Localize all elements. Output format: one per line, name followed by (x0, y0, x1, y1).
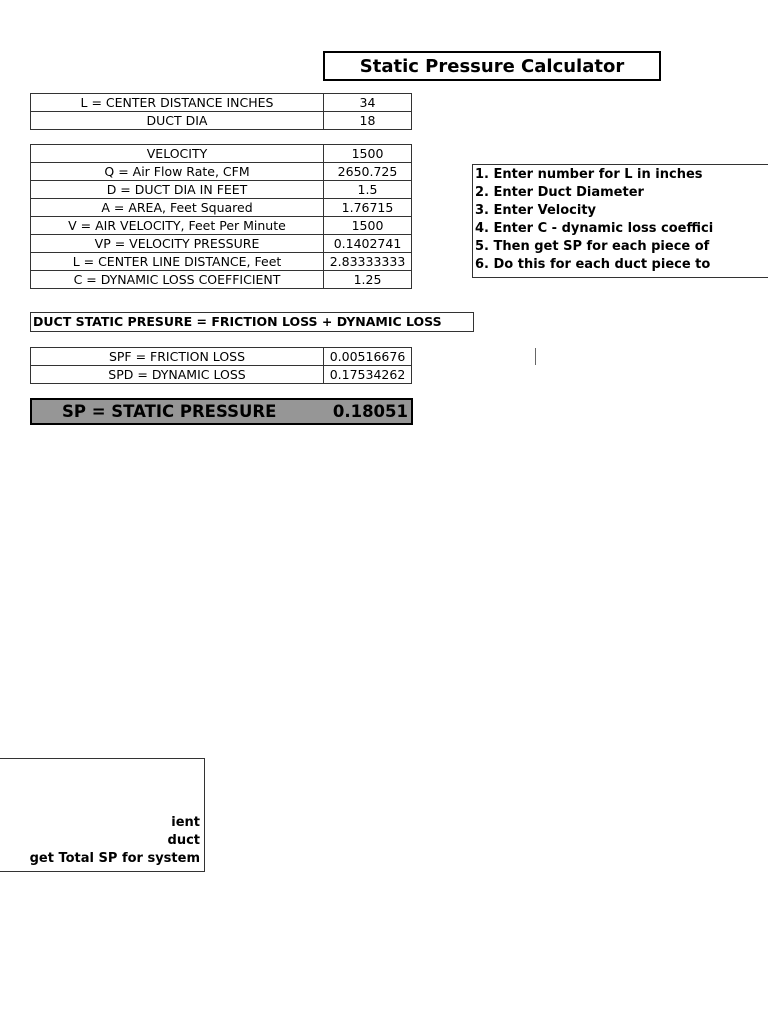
input-table (30, 93, 412, 130)
cell-label: SPD = DYNAMIC LOSS (31, 366, 324, 384)
instruction-line: 4. Enter C - dynamic loss coeffici (475, 221, 714, 236)
instruction-line: 6. Do this for each duct piece to (475, 257, 711, 272)
cell-value[interactable]: 1.5 (324, 181, 412, 199)
table-row (31, 94, 412, 112)
table-row (31, 348, 412, 366)
instruction-line (0, 760, 204, 778)
cell-label: DUCT DIA (31, 112, 324, 130)
instruction-line: duct (167, 833, 200, 848)
instructions-box (472, 164, 768, 278)
table-row (31, 253, 412, 271)
instructions-overflow-box (0, 758, 205, 872)
cell-value[interactable]: 1500 (324, 217, 412, 235)
cell-label: Q = Air Flow Rate, CFM (31, 163, 324, 181)
cell-label: SPF = FRICTION LOSS (31, 348, 324, 366)
table-row (31, 112, 412, 130)
table-row (31, 181, 412, 199)
instruction-line: 2. Enter Duct Diameter (475, 185, 644, 200)
cell-value-duct-dia[interactable]: 18 (324, 112, 412, 130)
instruction-line: get Total SP for system (29, 851, 200, 866)
cell-value[interactable]: 0.00516676 (324, 348, 412, 366)
cell-label: VELOCITY (31, 145, 324, 163)
cell-label: A = AREA, Feet Squared (31, 199, 324, 217)
instruction-line (0, 778, 204, 796)
cell-label: L = CENTER LINE DISTANCE, Feet (31, 253, 324, 271)
cell-value[interactable]: 1.76715 (324, 199, 412, 217)
instruction-line: ient (171, 815, 200, 830)
table-row (31, 145, 412, 163)
table-row (31, 163, 412, 181)
instruction-line: 5. Then get SP for each piece of (475, 239, 710, 254)
table-row (31, 235, 412, 253)
cell-value[interactable]: 0.17534262 (324, 366, 412, 384)
table-row (31, 366, 412, 384)
page-title: Static Pressure Calculator (323, 51, 661, 81)
loss-table (30, 347, 412, 384)
cell-value[interactable]: 1500 (324, 145, 412, 163)
cell-label: D = DUCT DIA IN FEET (31, 181, 324, 199)
instruction-line (0, 796, 204, 814)
result-label: SP = STATIC PRESSURE (62, 402, 277, 421)
cell-label: V = AIR VELOCITY, Feet Per Minute (31, 217, 324, 235)
table-row (31, 217, 412, 235)
text-cursor (535, 348, 536, 365)
parameter-table (30, 144, 412, 289)
cell-value[interactable]: 0.1402741 (324, 235, 412, 253)
cell-value[interactable]: 2650.725 (324, 163, 412, 181)
instruction-line: 3. Enter Velocity (475, 203, 597, 218)
cell-value-center-distance[interactable]: 34 (324, 94, 412, 112)
cell-label: C = DYNAMIC LOSS COEFFICIENT (31, 271, 324, 289)
formula-banner: DUCT STATIC PRESURE = FRICTION LOSS + DYNAMIC LOSS (30, 312, 474, 332)
cell-label: VP = VELOCITY PRESSURE (31, 235, 324, 253)
result-value: 0.18051 (332, 402, 408, 421)
table-row (31, 199, 412, 217)
static-pressure-result[interactable] (30, 398, 413, 425)
cell-value[interactable]: 2.83333333 (324, 253, 412, 271)
table-row (31, 271, 412, 289)
cell-label: L = CENTER DISTANCE INCHES (31, 94, 324, 112)
instruction-line: 1. Enter number for L in inches (475, 167, 703, 182)
cell-value[interactable]: 1.25 (324, 271, 412, 289)
